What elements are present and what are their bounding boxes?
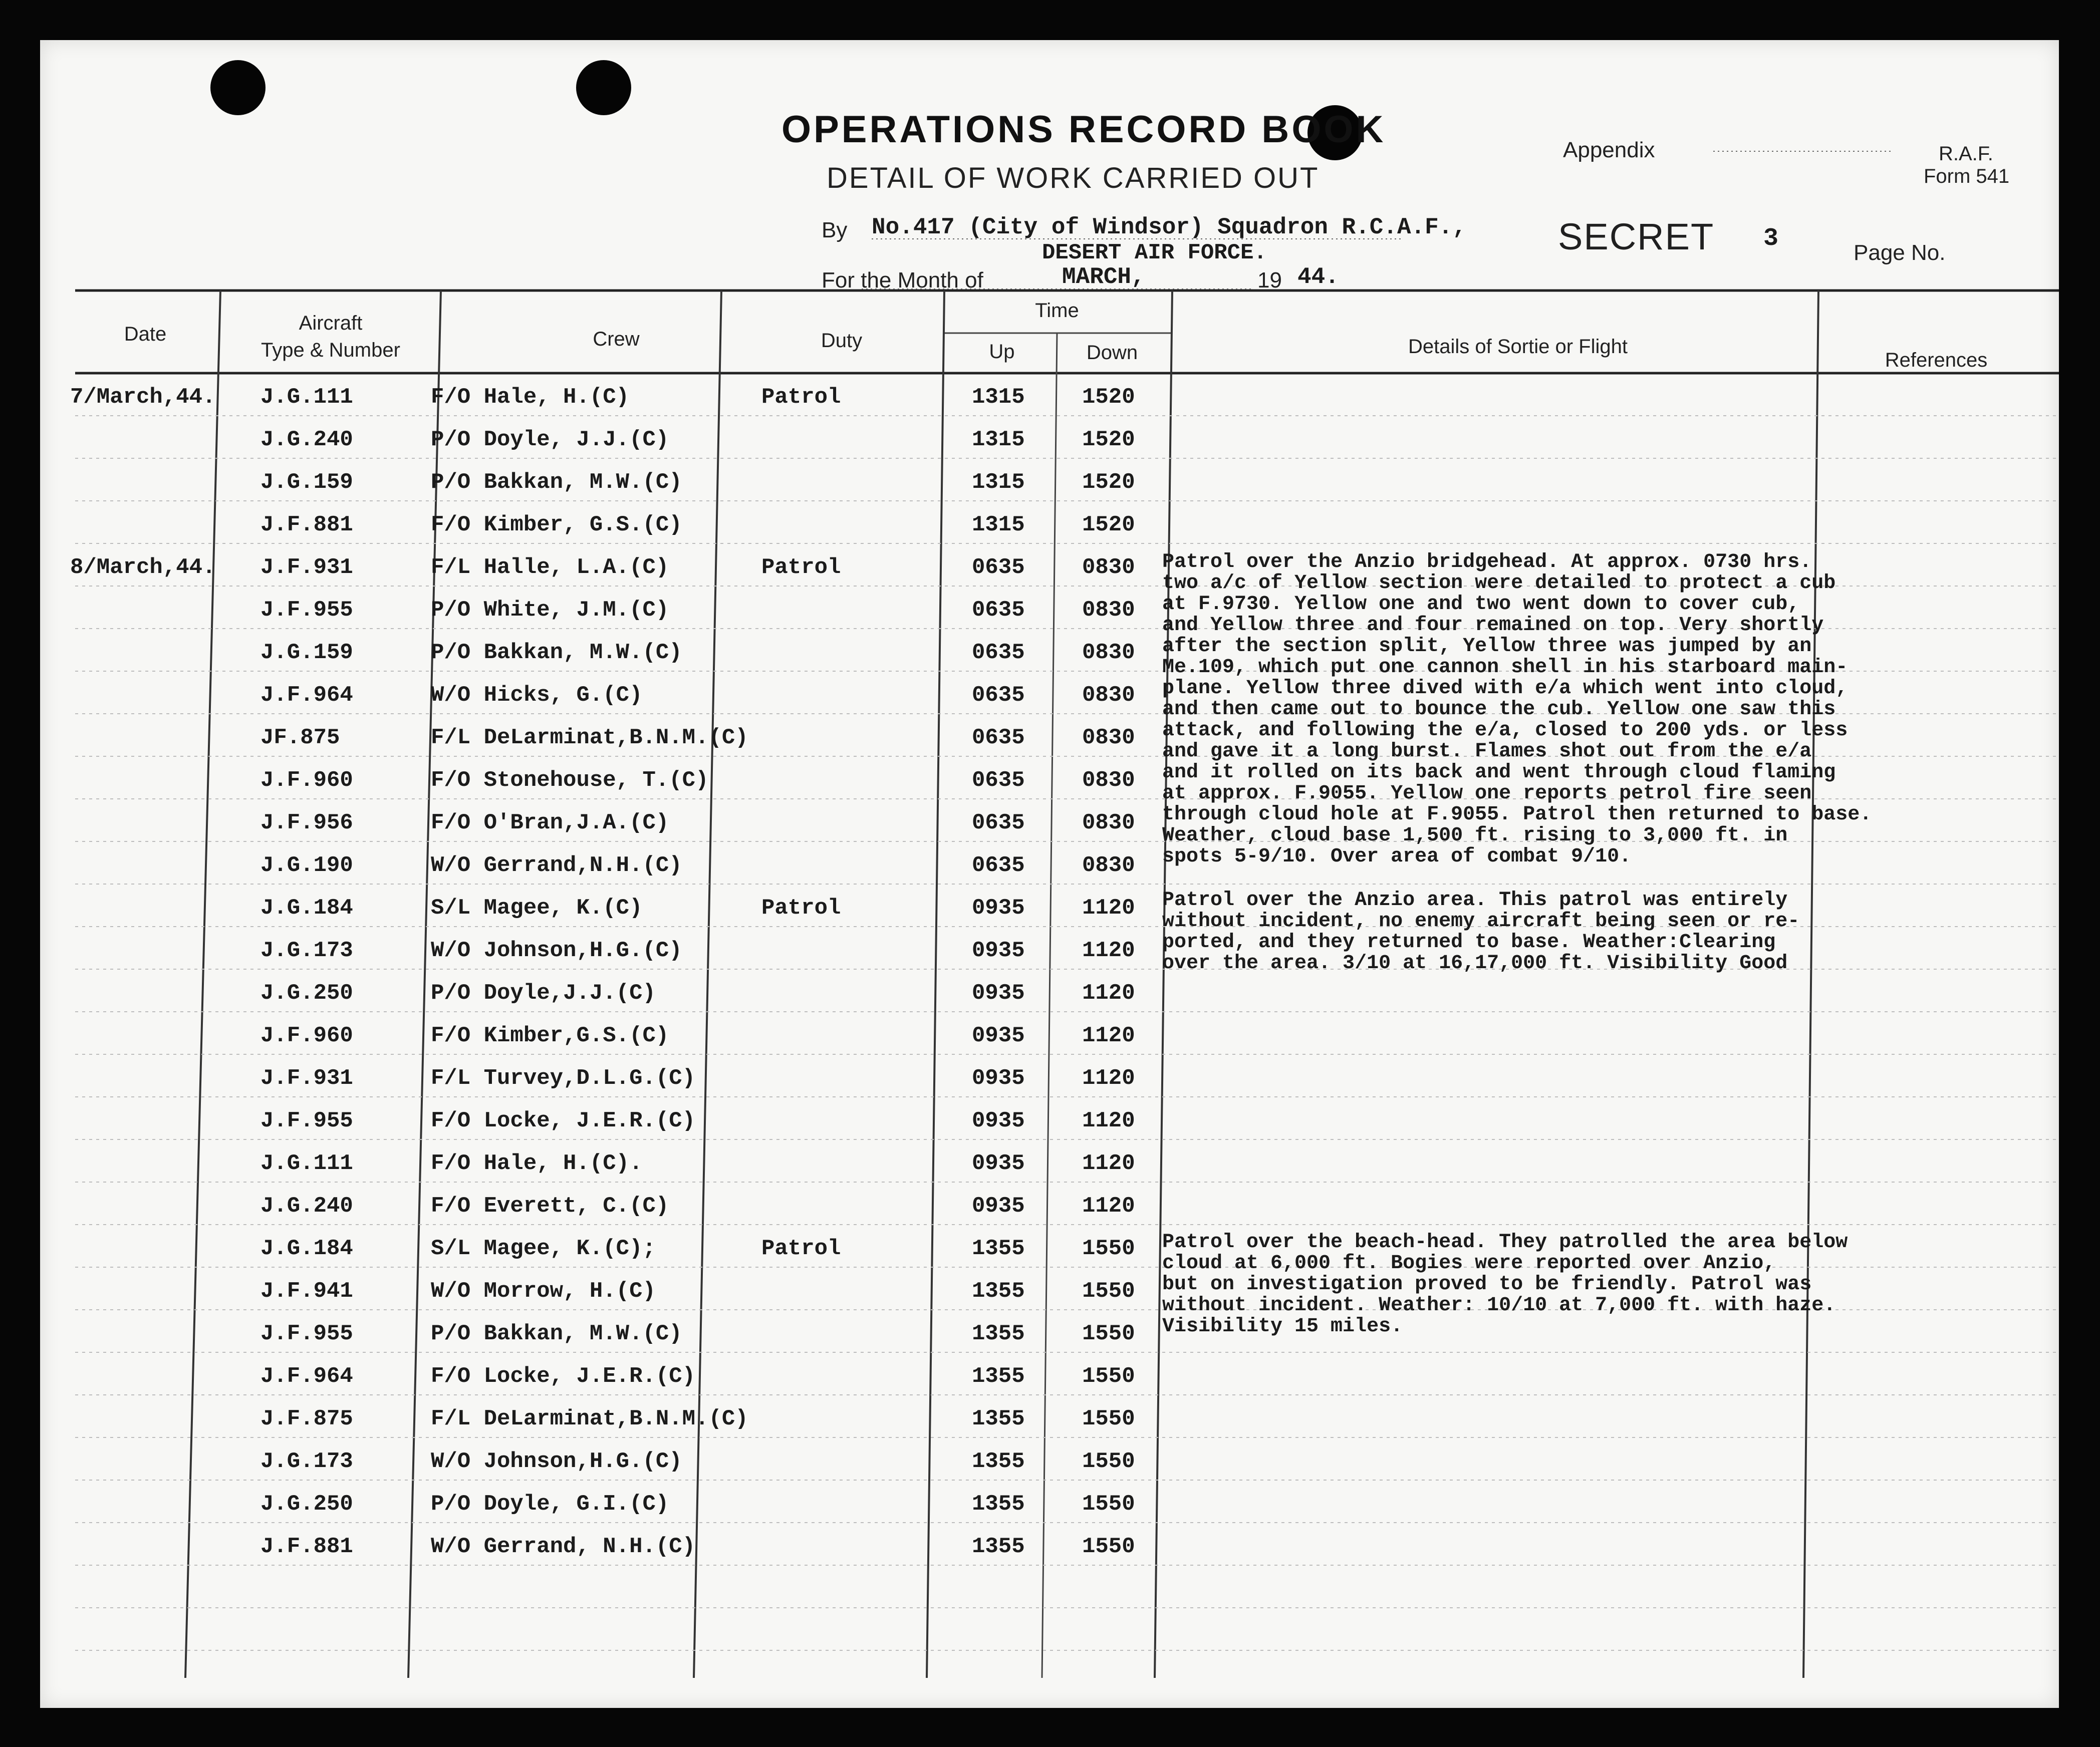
crew-cell: W/O Gerrand, N.H.(C): [431, 1534, 696, 1559]
time-down-cell: 1550: [1082, 1406, 1135, 1431]
aircraft-cell: J.G.111: [260, 1151, 353, 1176]
aircraft-cell: J.F.941: [260, 1279, 353, 1304]
time-up-cell: 0635: [972, 725, 1025, 750]
crew-cell: F/L DeLarminat,B.N.M.(C): [431, 725, 748, 750]
time-up-cell: 0635: [972, 768, 1025, 793]
crew-cell: F/O Kimber,G.S.(C): [431, 1023, 669, 1048]
sortie-details: Patrol over the Anzio bridgehead. At approx. 0730 hrs. two a/c of Yellow section were detailed to protect a cub at F.9730. Yellow one and two went down to cover cub, and Yellow three and four remained on top. Very shortly after the section split, Yellow three was jumped by an Me.109, which put one cannon shell in his starboard main- plane. Yellow three dived with e/a which went into cloud, and then came out to bounce the cub. Yellow one saw this attack, and following the e/a, closed to 200 yds. or less and gave it a long burst. Flames shot out from the e/a and it rolled on its back and went through cloud flaming at approx. F.9055. Yellow one reports petrol fire seen through cloud hole at F.9055. Patrol then returned to base. Weather, cloud base 1,500 ft. rising to 3,000 ft. in spots 5-9/10. Over area of combat 9/10.: [1162, 551, 1872, 868]
aircraft-cell: J.G.190: [260, 853, 353, 878]
time-up-cell: 1355: [972, 1449, 1025, 1474]
table-row: [40, 1355, 2059, 1398]
aircraft-cell: J.G.250: [260, 981, 353, 1006]
header-time: Time: [1035, 300, 1079, 322]
crew-cell: F/O Kimber, G.S.(C): [431, 512, 682, 537]
aircraft-cell: J.F.956: [260, 810, 353, 835]
time-up-cell: 0635: [972, 598, 1025, 623]
aircraft-cell: J.F.931: [260, 1066, 353, 1091]
month-label: For the Month of: [822, 268, 983, 293]
aircraft-cell: J.F.964: [260, 683, 353, 708]
time-down-cell: 1520: [1082, 470, 1135, 495]
aircraft-cell: J.G.111: [260, 385, 353, 410]
year-prefix: 19: [1257, 268, 1282, 293]
table-row: [40, 972, 2059, 1015]
table-row: [40, 1099, 2059, 1142]
crew-cell: F/O O'Bran,J.A.(C): [431, 810, 669, 835]
crew-cell: P/O Doyle, G.I.(C): [431, 1492, 669, 1517]
time-down-cell: 0830: [1082, 810, 1135, 835]
time-up-cell: 0635: [972, 810, 1025, 835]
header-aircraft: Aircraft Type & Number: [261, 312, 400, 361]
date-cell: 8/March,44.: [70, 555, 216, 580]
aircraft-cell: J.G.240: [260, 1194, 353, 1219]
time-up-cell: 1355: [972, 1406, 1025, 1431]
appendix-label: Appendix: [1563, 138, 1655, 162]
header-duty: Duty: [821, 330, 863, 352]
date-cell: 7/March,44.: [70, 385, 216, 410]
crew-cell: F/O Everett, C.(C): [431, 1194, 669, 1219]
aircraft-cell: J.G.184: [260, 1236, 353, 1261]
crew-cell: P/O Bakkan, M.W.(C): [431, 470, 682, 495]
sortie-details: Patrol over the Anzio area. This patrol was entirely without incident, no enemy aircraft being seen or re- ported, and they returned to base. Weather:Clearing over the area. 3/10 at 16,17,000 ft. Visibility Good: [1162, 889, 1800, 975]
aircraft-cell: JF.875: [260, 725, 340, 750]
time-up-cell: 1315: [972, 385, 1025, 410]
time-down-cell: 1550: [1082, 1279, 1135, 1304]
header-crew: Crew: [593, 328, 640, 350]
time-down-cell: 0830: [1082, 640, 1135, 665]
time-down-cell: 1120: [1082, 1108, 1135, 1133]
header-references: References: [1885, 349, 1988, 371]
table-row: [40, 461, 2059, 504]
time-down-cell: 1550: [1082, 1449, 1135, 1474]
aircraft-cell: J.F.875: [260, 1406, 353, 1431]
time-down-cell: 1120: [1082, 981, 1135, 1006]
secret-stamp: SECRET: [1558, 216, 1715, 257]
aircraft-cell: J.G.173: [260, 938, 353, 963]
crew-cell: F/O Hale, H.(C): [431, 385, 630, 410]
crew-cell: F/L Halle, L.A.(C): [431, 555, 669, 580]
time-up-cell: 1355: [972, 1321, 1025, 1346]
table-row: [40, 376, 2059, 419]
time-down-cell: 0830: [1082, 768, 1135, 793]
time-up-cell: 0635: [972, 683, 1025, 708]
table-row: [40, 1185, 2059, 1228]
time-up-cell: 0935: [972, 1023, 1025, 1048]
crew-cell: P/O White, J.M.(C): [431, 598, 669, 623]
aircraft-cell: J.G.159: [260, 640, 353, 665]
table-row: [40, 1397, 2059, 1440]
time-up-cell: 0935: [972, 981, 1025, 1006]
time-down-cell: 1520: [1082, 512, 1135, 537]
time-up-cell: 1355: [972, 1236, 1025, 1261]
table-row: [40, 1483, 2059, 1526]
duty-cell: Patrol: [761, 385, 841, 410]
time-up-cell: 1315: [972, 512, 1025, 537]
crew-cell: F/O Hale, H.(C).: [431, 1151, 643, 1176]
time-down-cell: 1550: [1082, 1236, 1135, 1261]
time-down-cell: 1550: [1082, 1492, 1135, 1517]
sortie-details: Patrol over the beach-head. They patrolled the area below cloud at 6,000 ft. Bogies were reported over Anzio, but on investigation proved to be friendly. Patrol was without incident. Weather: 10/10 at 7,000 ft. with haze. Visibility 15 miles.: [1162, 1231, 1848, 1338]
crew-cell: P/O Doyle, J.J.(C): [431, 427, 669, 452]
time-up-cell: 0635: [972, 640, 1025, 665]
header-date: Date: [124, 323, 167, 345]
crew-cell: W/O Morrow, H.(C): [431, 1279, 656, 1304]
time-down-cell: 1520: [1082, 385, 1135, 410]
crew-cell: W/O Johnson,H.G.(C): [431, 1449, 682, 1474]
form-title: OPERATIONS RECORD BOOK: [781, 108, 1386, 151]
time-down-cell: 1120: [1082, 1066, 1135, 1091]
aircraft-cell: J.F.881: [260, 512, 353, 537]
aircraft-cell: J.G.184: [260, 896, 353, 921]
crew-cell: F/O Locke, J.E.R.(C): [431, 1364, 696, 1389]
form-page: [40, 40, 2059, 1708]
table-row: [40, 1014, 2059, 1057]
time-down-cell: 1120: [1082, 1194, 1135, 1219]
table-row: [40, 1142, 2059, 1185]
crew-cell: F/L Turvey,D.L.G.(C): [431, 1066, 696, 1091]
time-down-cell: 1120: [1082, 938, 1135, 963]
unit-formation: DESERT AIR FORCE.: [1042, 240, 1267, 265]
time-up-cell: 1355: [972, 1534, 1025, 1559]
time-down-cell: 0830: [1082, 853, 1135, 878]
unit-name: No.417 (City of Windsor) Squadron R.C.A.F.,: [872, 214, 1466, 240]
table-row: [40, 1057, 2059, 1100]
raf-label: R.A.F.: [1939, 143, 1993, 165]
time-down-cell: 1550: [1082, 1321, 1135, 1346]
aircraft-cell: J.G.250: [260, 1492, 353, 1517]
time-down-cell: 0830: [1082, 683, 1135, 708]
time-down-cell: 1520: [1082, 427, 1135, 452]
form-subtitle: DETAIL OF WORK CARRIED OUT: [827, 162, 1320, 194]
time-up-cell: 0935: [972, 1066, 1025, 1091]
crew-cell: F/O Stonehouse, T.(C): [431, 768, 709, 793]
crew-cell: S/L Magee, K.(C): [431, 896, 643, 921]
time-up-cell: 0935: [972, 1151, 1025, 1176]
time-up-cell: 1315: [972, 427, 1025, 452]
aircraft-cell: J.F.964: [260, 1364, 353, 1389]
aircraft-cell: J.F.955: [260, 1108, 353, 1133]
time-up-cell: 1315: [972, 470, 1025, 495]
form-number: Form 541: [1924, 165, 2010, 187]
by-label: By: [822, 218, 848, 242]
aircraft-cell: J.G.159: [260, 470, 353, 495]
time-up-cell: 0935: [972, 1108, 1025, 1133]
crew-cell: W/O Gerrand,N.H.(C): [431, 853, 682, 878]
table-row: [40, 1525, 2059, 1568]
year-value: 44.: [1297, 264, 1339, 290]
time-up-cell: 0635: [972, 853, 1025, 878]
header-up: Up: [989, 341, 1015, 363]
time-up-cell: 1355: [972, 1492, 1025, 1517]
aircraft-cell: J.G.173: [260, 1449, 353, 1474]
duty-cell: Patrol: [761, 896, 841, 921]
aircraft-cell: J.F.881: [260, 1534, 353, 1559]
time-down-cell: 1120: [1082, 1023, 1135, 1048]
crew-cell: W/O Johnson,H.G.(C): [431, 938, 682, 963]
aircraft-cell: J.F.960: [260, 1023, 353, 1048]
aircraft-cell: J.F.955: [260, 1321, 353, 1346]
header-down: Down: [1086, 342, 1138, 364]
header-details: Details of Sortie or Flight: [1408, 336, 1628, 358]
crew-cell: F/O Locke, J.E.R.(C): [431, 1108, 696, 1133]
aircraft-cell: J.F.955: [260, 598, 353, 623]
crew-cell: F/L DeLarminat,B.N.M.(C): [431, 1406, 748, 1431]
time-down-cell: 0830: [1082, 598, 1135, 623]
page-label: Page No.: [1854, 240, 1946, 265]
time-down-cell: 0830: [1082, 555, 1135, 580]
time-down-cell: 1550: [1082, 1364, 1135, 1389]
crew-cell: W/O Hicks, G.(C): [431, 683, 643, 708]
aircraft-cell: J.F.931: [260, 555, 353, 580]
table-row: [40, 503, 2059, 546]
time-up-cell: 1355: [972, 1279, 1025, 1304]
time-up-cell: 0935: [972, 938, 1025, 963]
crew-cell: P/O Bakkan, M.W.(C): [431, 1321, 682, 1346]
page-number: 3: [1763, 224, 1779, 253]
aircraft-cell: J.F.960: [260, 768, 353, 793]
time-up-cell: 0635: [972, 555, 1025, 580]
crew-cell: P/O Bakkan, M.W.(C): [431, 640, 682, 665]
duty-cell: Patrol: [761, 555, 841, 580]
time-down-cell: 1120: [1082, 1151, 1135, 1176]
time-up-cell: 0935: [972, 1194, 1025, 1219]
month-value: MARCH,: [1062, 264, 1145, 290]
table-row: [40, 418, 2059, 461]
aircraft-cell: J.G.240: [260, 427, 353, 452]
time-up-cell: 0935: [972, 896, 1025, 921]
time-down-cell: 0830: [1082, 725, 1135, 750]
time-up-cell: 1355: [972, 1364, 1025, 1389]
crew-cell: S/L Magee, K.(C);: [431, 1236, 656, 1261]
time-down-cell: 1550: [1082, 1534, 1135, 1559]
table-row: [40, 1440, 2059, 1483]
time-down-cell: 1120: [1082, 896, 1135, 921]
crew-cell: P/O Doyle,J.J.(C): [431, 981, 656, 1006]
duty-cell: Patrol: [761, 1236, 841, 1261]
